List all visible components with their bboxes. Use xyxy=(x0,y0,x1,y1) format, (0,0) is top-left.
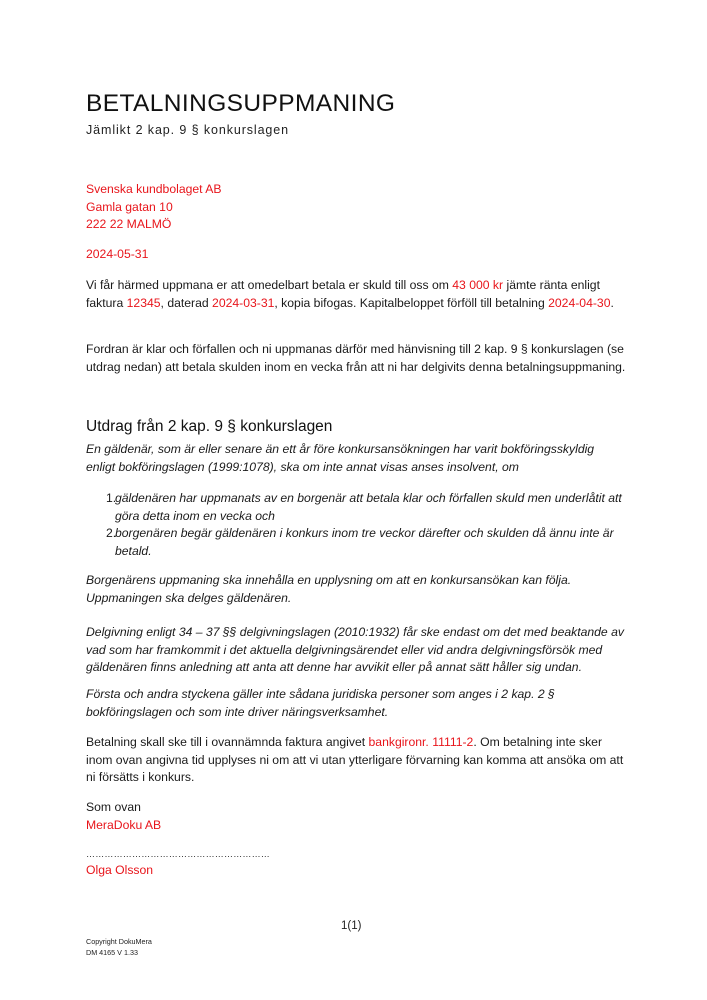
footer-copyright: Copyright DokuMera xyxy=(86,937,152,946)
document-subtitle: Jämlikt 2 kap. 9 § konkurslagen xyxy=(86,123,289,137)
demand-text: Vi får härmed uppmana er att omedelbart betala er skuld till oss om xyxy=(86,278,453,292)
payment-text: Betalning skall ske till i ovannämnda faktura angivet xyxy=(86,735,369,749)
recipient-address xyxy=(86,181,626,234)
demand-text: . xyxy=(610,295,614,310)
footer xyxy=(86,936,152,958)
demand-text: , kopia bifogas. Kapitalbeloppet förföll till betalning xyxy=(274,295,549,310)
sender-company: MeraDoku AB xyxy=(86,817,162,832)
demand-text: , daterad xyxy=(160,295,213,310)
list-item-number: 2. xyxy=(106,526,117,541)
excerpt-heading: Utdrag från 2 kap. 9 § konkurslagen xyxy=(86,418,333,435)
invoice-date: 2024-03-31 xyxy=(212,295,275,310)
list-item-text: gäldenären har uppmanats av en borgenär att betala klar och förfallen skuld men underlåtit att göra detta inom en vecka och xyxy=(115,491,622,523)
demand-paragraph xyxy=(86,277,626,312)
signer-name: Olga Olsson xyxy=(86,863,154,877)
recipient-postal: 222 22 MALMÖ xyxy=(86,217,172,232)
invoice-number: 12345 xyxy=(126,295,161,310)
closing-greeting: Som ovan xyxy=(86,800,141,814)
letter-date: 2024-05-31 xyxy=(86,247,149,261)
excerpt-intro: En gäldenär, som är eller senare än ett år före konkursansökningen har varit bokföringsskyldig enligt bokföringslagen (1999:1078), ska om inte annat visas anses insolvent, om xyxy=(86,442,595,474)
list-item xyxy=(86,490,626,525)
page-number: 1(1) xyxy=(341,920,362,932)
closing-block xyxy=(86,799,626,834)
demand-text: jämte ränta enligt faktura xyxy=(86,278,600,310)
excerpt-paragraph: Borgenärens uppmaning ska innehålla en upplysning om att en konkursansökan kan följa. Uppmaningen ska delges gäldenären. xyxy=(86,573,572,605)
document-title: BETALNINGSUPPMANING xyxy=(86,90,396,117)
demand-paragraph-2: Fordran är klar och förfallen och ni uppmanas därför med hänvisning till 2 kap. 9 § konkurslagen (se utdrag nedan) att betala skulden inom en vecka från att ni har delgivits denna betalningsuppmaning. xyxy=(86,342,626,374)
excerpt-paragraph: Första och andra styckena gäller inte sådana juridiska personer som anges i 2 kap. 2 § bokföringslagen och som inte driver näringsverksamhet. xyxy=(86,687,555,719)
list-item-text: borgenären begär gäldenären i konkurs inom tre veckor därefter och skulden då ännu inte är betald. xyxy=(115,526,614,558)
list-item-number: 1. xyxy=(106,491,117,505)
footer-version: DM 4165 V 1.33 xyxy=(86,948,138,957)
bankgiro-number: bankgironr. 11111-2 xyxy=(368,735,474,749)
list-item xyxy=(86,525,626,560)
recipient-street: Gamla gatan 10 xyxy=(86,199,173,214)
payment-paragraph xyxy=(86,734,626,787)
excerpt-list xyxy=(86,490,626,560)
due-date: 2024-04-30 xyxy=(548,295,611,310)
excerpt-paragraph: Delgivning enligt 34 – 37 §§ delgivningslagen (2010:1932) får ske endast om det med beaktande av vad som har framkommit i det aktuella delgivningsärendet eller vid andra delgivningsförsök med gäldenären finns anledning att anta att denne har avvikit eller på annat sätt håller sig undan. xyxy=(86,625,624,675)
debt-amount: 43 000 kr xyxy=(452,278,504,292)
signature-line: …………………………………………………… xyxy=(86,849,270,859)
recipient-name: Svenska kundbolaget AB xyxy=(86,182,222,196)
payment-text: . Om betalning inte sker inom ovan angivna tid upplyses ni om att vi utan ytterligare förvarning kan komma att ansöka om att ni försätts i konkurs. xyxy=(86,735,624,785)
